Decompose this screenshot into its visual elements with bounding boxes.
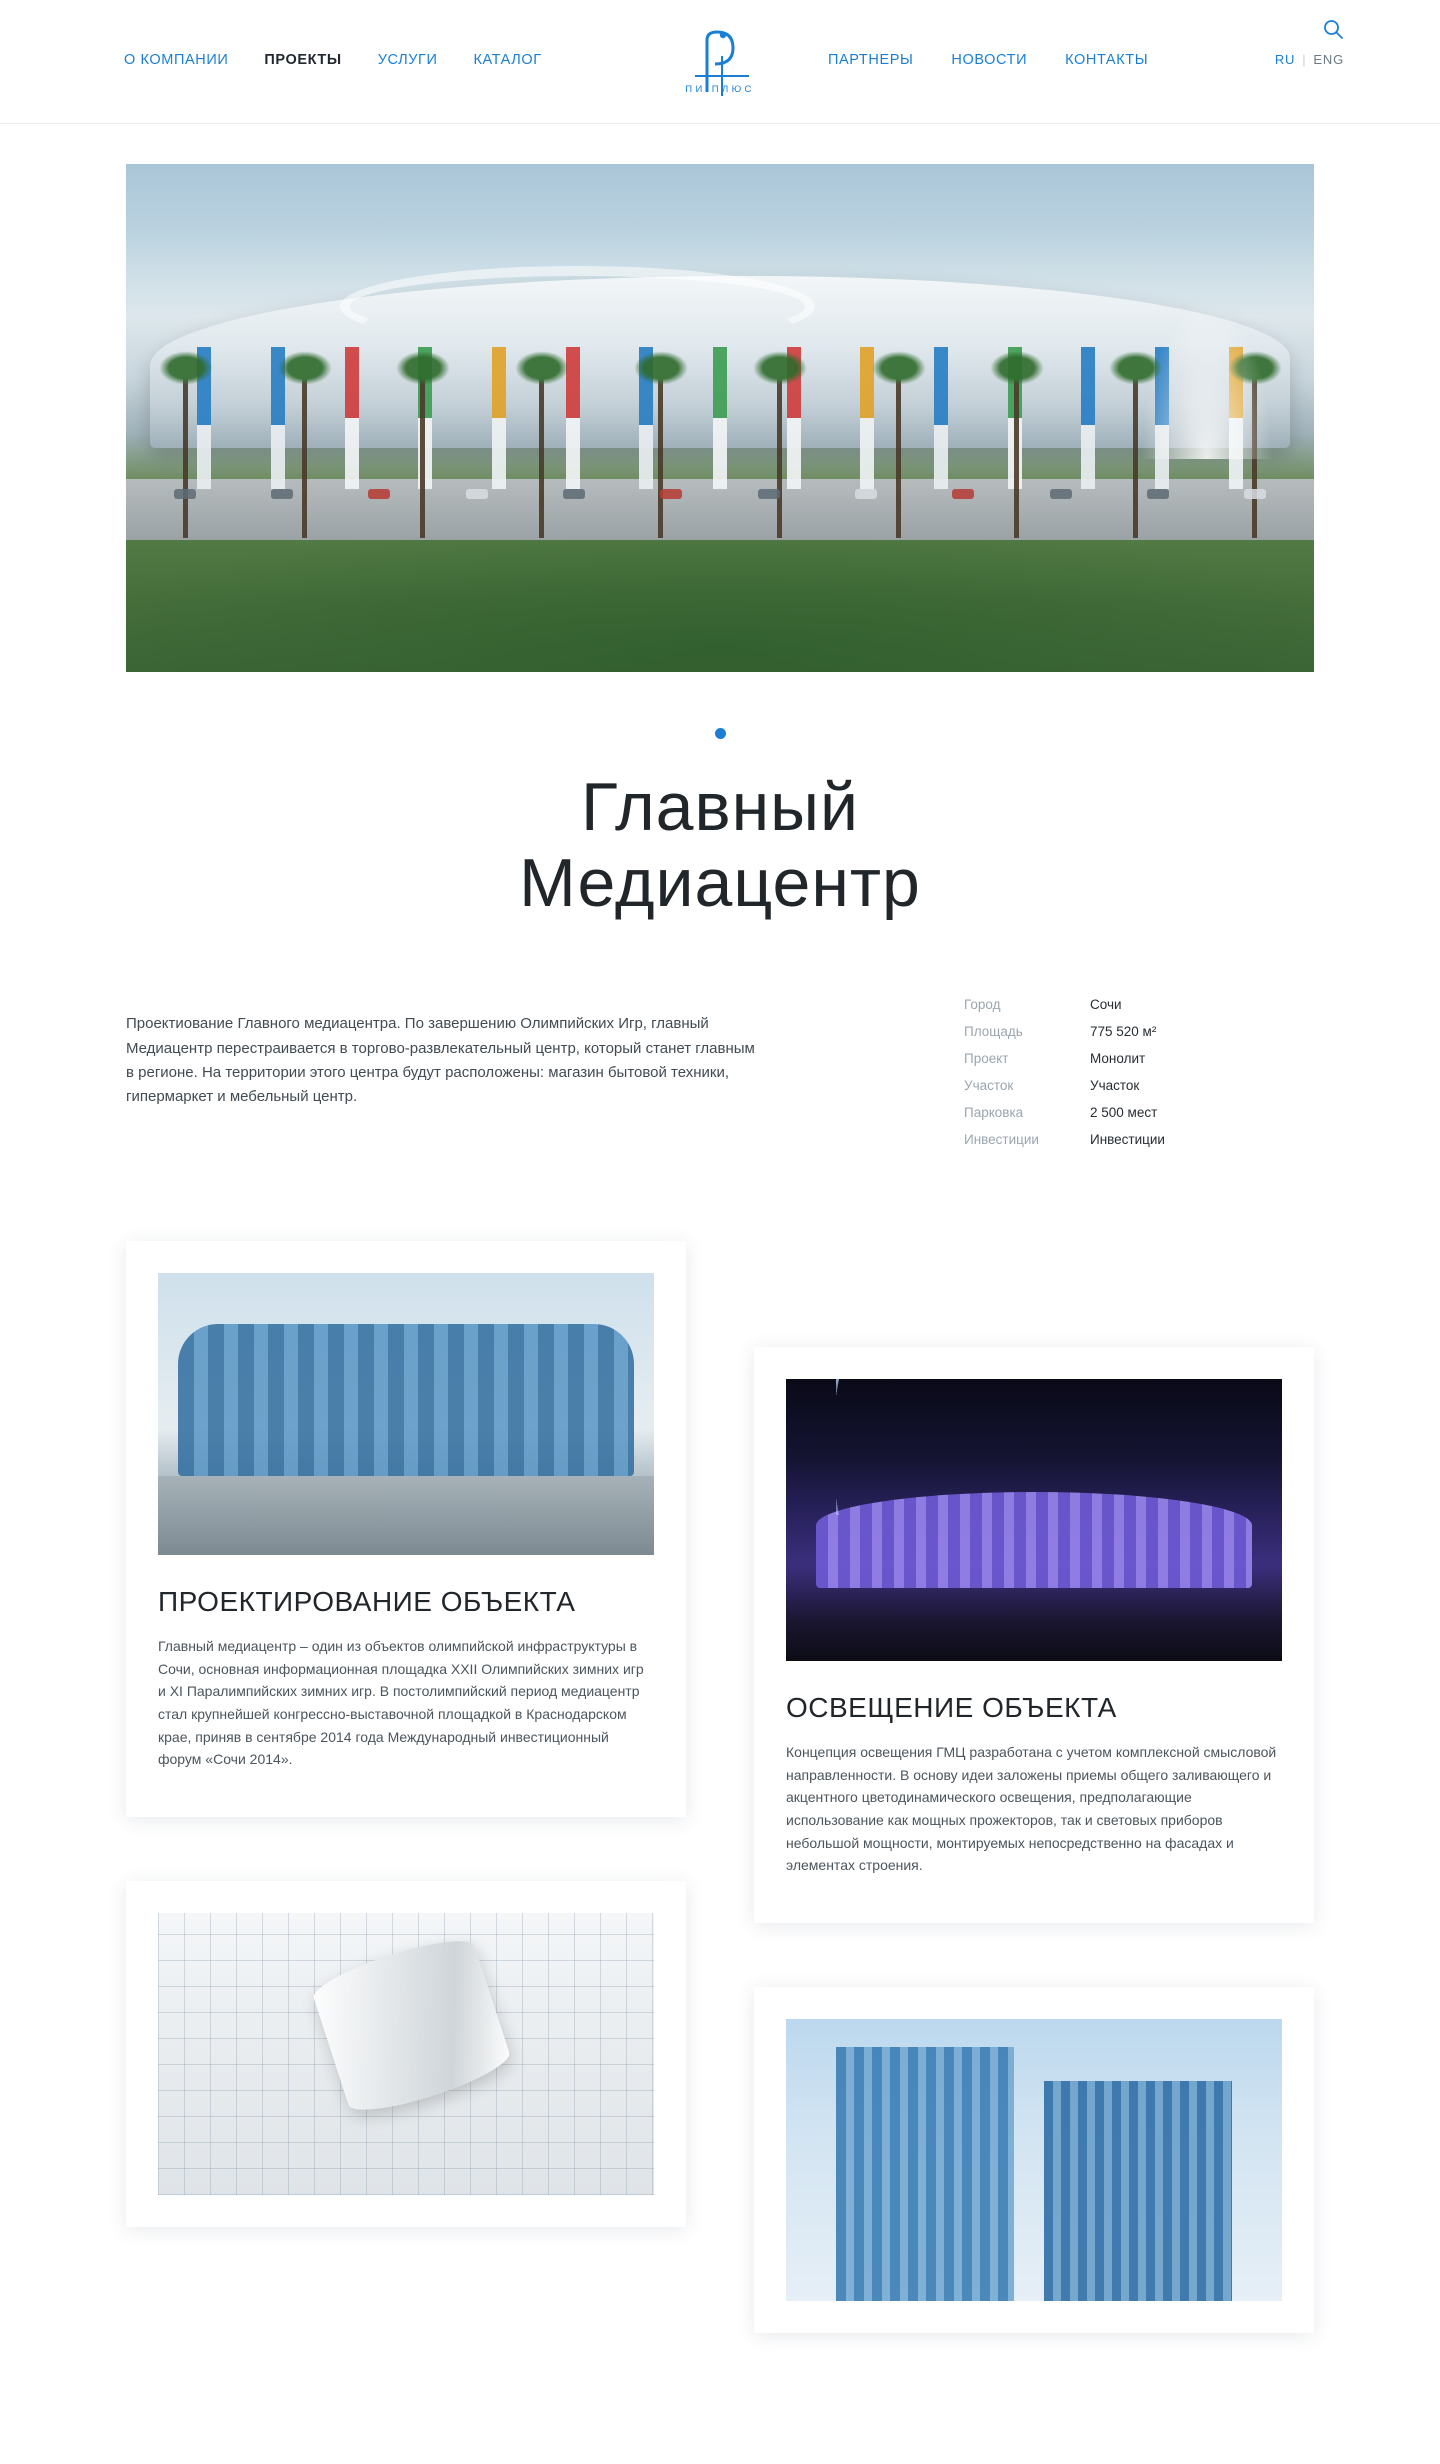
logo-mark-icon (677, 26, 763, 98)
card-design[interactable] (126, 1241, 686, 1817)
card-glass-facade[interactable] (754, 1987, 1314, 2333)
spec-row (964, 1078, 1294, 1093)
project-description: Проектиование Главного медиацентра. По завершению Олимпийских Игр, главный Медиацентр перестраивается в торгово-развлекательный центр, который станет главным в регионе. На территории этого центра будут расположены: магазин бытовой техники, гипермаркет и мебельный центр. (126, 1015, 755, 1106)
site-header (0, 0, 1440, 124)
spec-label-area: Площадь (964, 1024, 1023, 1040)
spec-value-area: 775 520 м² (1090, 1024, 1157, 1040)
nav-item-catalog[interactable]: КАТАЛОГ (473, 52, 542, 68)
card-image-blueprints (158, 1913, 654, 2195)
spec-row (964, 1132, 1294, 1147)
primary-nav-left (124, 52, 542, 68)
nav-item-news[interactable]: НОВОСТИ (951, 52, 1028, 68)
page-title (180, 769, 1260, 921)
primary-nav-right (828, 52, 1148, 68)
spec-row (964, 997, 1294, 1012)
spec-value-project: Монолит (1090, 1051, 1146, 1067)
project-intro-section (126, 997, 1314, 1159)
nav-item-partners[interactable]: ПАРТНЕРЫ (828, 52, 914, 68)
spec-value-plot: Участок (1090, 1078, 1140, 1094)
spec-row (964, 1024, 1294, 1039)
project-cards-grid (126, 1241, 1314, 2393)
spec-row (964, 1105, 1294, 1120)
section-dot-indicator (715, 728, 726, 739)
nav-item-projects[interactable]: ПРОЕКТЫ (264, 52, 342, 68)
spec-label-plot: Участок (964, 1078, 1014, 1094)
page-title-line-1: Главный (580, 769, 860, 845)
spec-label-city: Город (964, 997, 1001, 1013)
language-switcher (1275, 52, 1344, 67)
project-specs-table (964, 997, 1294, 1159)
site-logo[interactable] (655, 8, 785, 112)
card-image-expo-centre (158, 1273, 654, 1555)
card-title-design: ПРОЕКТИРОВАНИЕ ОБЪЕКТА (158, 1586, 576, 1618)
card-lighting[interactable] (754, 1347, 1314, 1923)
nav-item-services[interactable]: УСЛУГИ (377, 52, 438, 68)
lang-option-eng[interactable]: ENG (1313, 52, 1344, 67)
card-body-lighting: Концепция освещения ГМЦ разработана с учетом комплексной смысловой направленности. В основу идеи заложены приемы общего заливающего и акцентного цветодинамического освещения, предполагающие использование как мощных прожекторов, так и световых приборов небольшой мощности, монтируемых непосредственно на фасадах и элементах строения. (786, 1743, 1277, 1874)
card-blueprints[interactable] (126, 1881, 686, 2227)
card-title-lighting: ОСВЕЩЕНИЕ ОБЪЕКТА (786, 1692, 1117, 1724)
nav-item-about[interactable]: О КОМПАНИИ (124, 52, 229, 68)
spec-value-investments: Инвестиции (1090, 1132, 1165, 1148)
hero-roof-curve-shape (340, 266, 815, 347)
spec-label-project: Проект (964, 1051, 1009, 1067)
page-title-line-2: Медиацентр (519, 845, 921, 922)
lang-option-ru[interactable]: RU (1274, 52, 1296, 67)
hero-fountain-shape (1136, 286, 1279, 459)
cards-column-left (126, 1241, 686, 2227)
spec-label-parking: Парковка (964, 1105, 1024, 1121)
hero-image (126, 164, 1314, 672)
card-body-design: Главный медиацентр – один из объектов олимпийской инфраструктуры в Сочи, основная информационная площадка XXII Олимпийских зимних игр и XI Паралимпийских зимних игр. В постолимпийский период медиацентр стал крупнейшей конгрессно-выставочной площадкой в Краснодарском крае, приняв в сентябре 2014 года Международный инвестиционный форум «Сочи 2014». (158, 1637, 644, 1768)
lang-separator: | (1302, 52, 1307, 67)
hero-car-row (174, 489, 1267, 530)
card-image-night-illumination (786, 1379, 1282, 1661)
card-image-glass-facade (786, 2019, 1282, 2301)
spec-value-city: Сочи (1090, 997, 1122, 1013)
spec-row (964, 1051, 1294, 1066)
logo-wordmark: ПИ ПЛЮС (685, 83, 755, 95)
search-icon[interactable] (1322, 18, 1344, 40)
cards-column-right (754, 1347, 1314, 2333)
spec-value-parking: 2 500 мест (1090, 1105, 1158, 1121)
nav-item-contacts[interactable]: КОНТАКТЫ (1065, 52, 1149, 68)
spec-label-investments: Инвестиции (964, 1132, 1039, 1148)
hero-photo-render (126, 164, 1314, 672)
